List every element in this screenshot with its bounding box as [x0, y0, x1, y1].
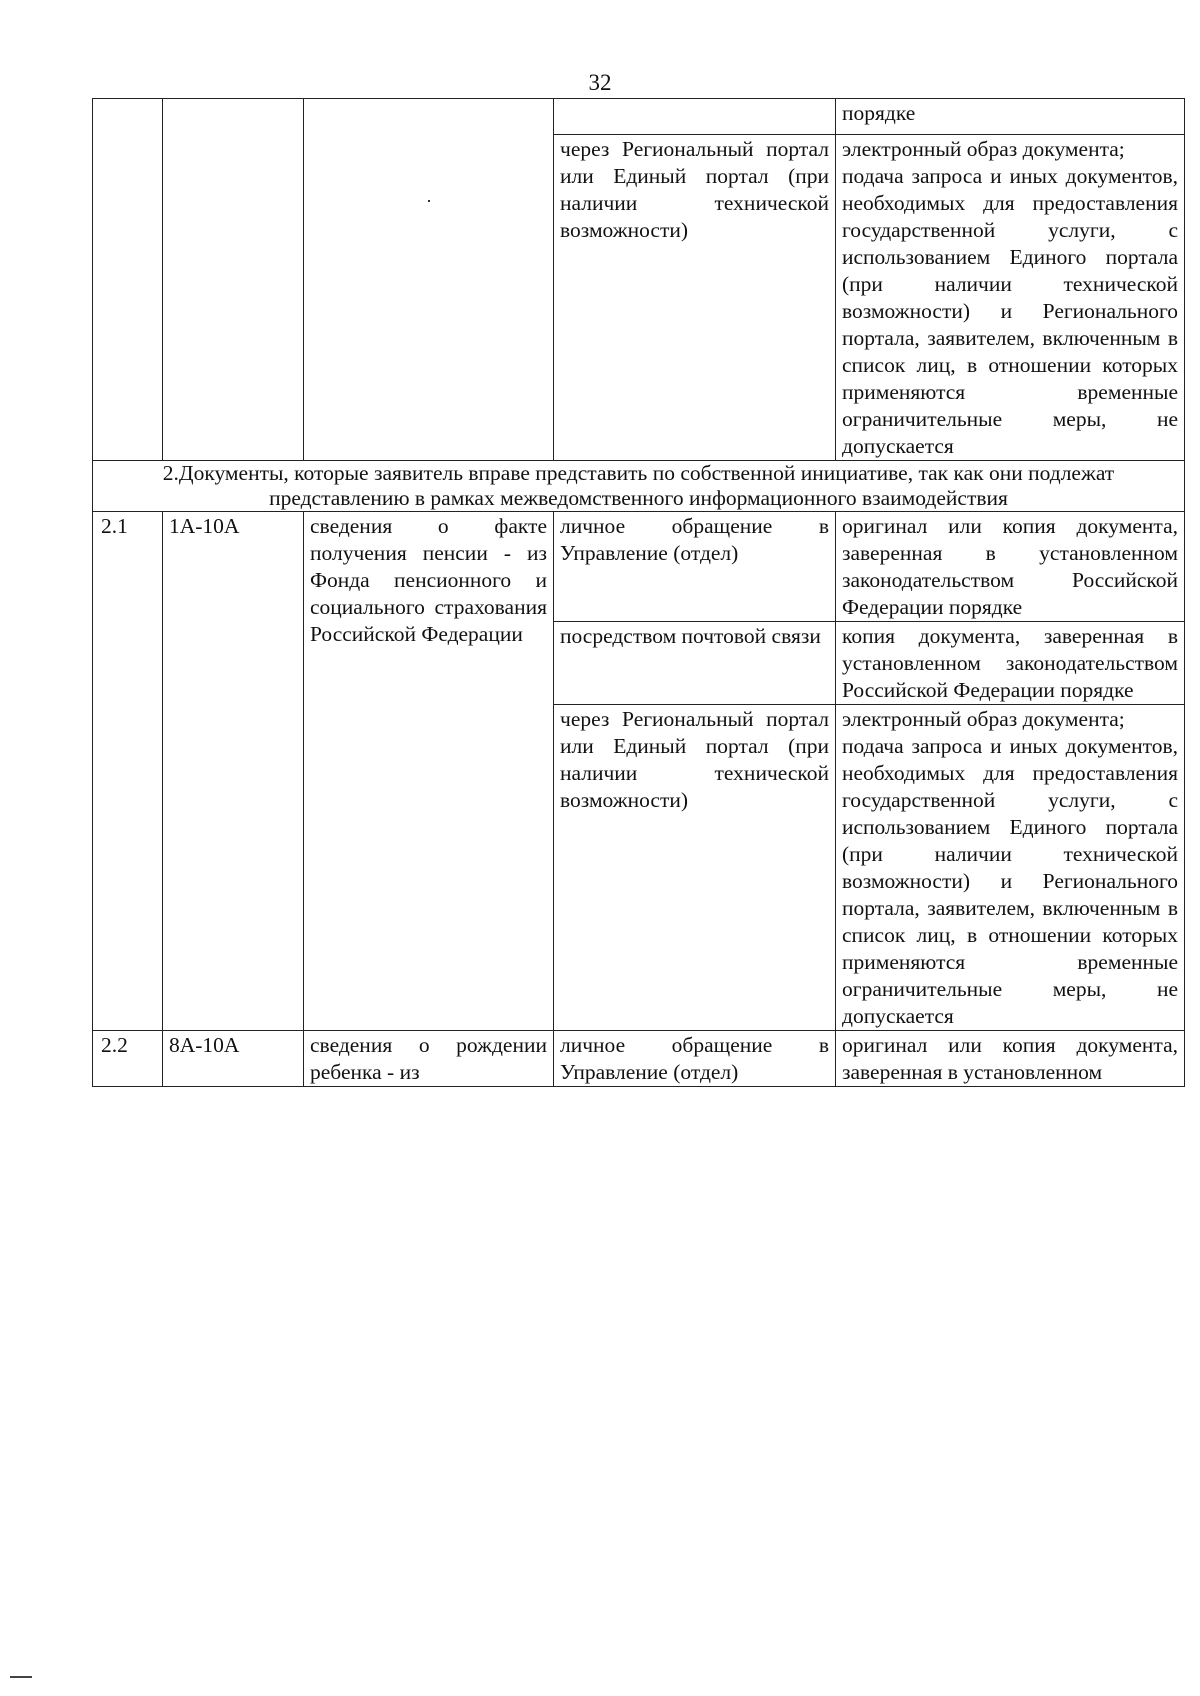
cell-method: через Региональный портал или Единый портал (при наличии технической возможности) [554, 705, 836, 1031]
cell-method: личное обращение в Управление (отдел) [554, 1031, 836, 1087]
cell-code: 8А-10А [163, 1031, 304, 1087]
cell-code [163, 99, 304, 461]
cell-method: посредством почтовой связи [554, 622, 836, 705]
cell-desc: сведения о рождении ребенка - из [304, 1031, 554, 1087]
cell-result: копия документа, заверенная в установленном законодательством Российской Федерации порядке [836, 622, 1185, 705]
cell-desc: сведения о факте получения пенсии - из Фонда пенсионного и социального страхования Российской Федерации [304, 512, 554, 1031]
cell-result: порядке [836, 99, 1185, 135]
cell-result: оригинал или копия документа, заверенная в установленном [836, 1031, 1185, 1087]
section-title: 2.Документы, которые заявитель вправе представить по собственной инициативе, так как они подлежат представлению в рамках межведомственного информационного взаимодействия [93, 461, 1185, 512]
result-line: электронный образ документа; [842, 707, 1125, 731]
page-number: 32 [588, 70, 612, 95]
cell-result: оригинал или копия документа, заверенная в установленном законодательством Российской Федерации порядке [836, 512, 1185, 622]
cell-method [554, 99, 836, 135]
cell-result [836, 135, 1185, 461]
cell-code: 1А-10А [163, 512, 304, 1031]
scan-mark [10, 1676, 32, 1678]
table-row [93, 99, 1185, 135]
cell-num [93, 99, 163, 461]
cell-desc [304, 99, 554, 461]
cell-num: 2.1 [93, 512, 163, 1031]
cell-method: через Региональный портал или Единый портал (при наличии технической возможности) [554, 135, 836, 461]
table-row [93, 1031, 1185, 1087]
section-header-row [93, 461, 1185, 512]
cell-num: 2.2 [93, 1031, 163, 1087]
cell-result [836, 705, 1185, 1031]
result-line: электронный образ документа; [842, 137, 1125, 161]
stray-dot [428, 200, 430, 202]
cell-method: личное обращение в Управление (отдел) [554, 512, 836, 622]
result-line: подача запроса и иных документов, необходимых для предоставления государственной услуги, с использованием Единого портала (при наличии технической возможности) и Регионального портала, заявителем, включенным в список лиц, в отношении которых применяются временные ограничительные меры, не допускается [842, 164, 1178, 458]
result-line: подача запроса и иных документов, необходимых для предоставления государственной услуги, с использованием Единого портала (при наличии технической возможности) и Регионального портала, заявителем, включенным в список лиц, в отношении которых применяются временные ограничительные меры, не допускается [842, 734, 1178, 1028]
documents-table [92, 98, 1185, 1087]
table-row [93, 512, 1185, 622]
